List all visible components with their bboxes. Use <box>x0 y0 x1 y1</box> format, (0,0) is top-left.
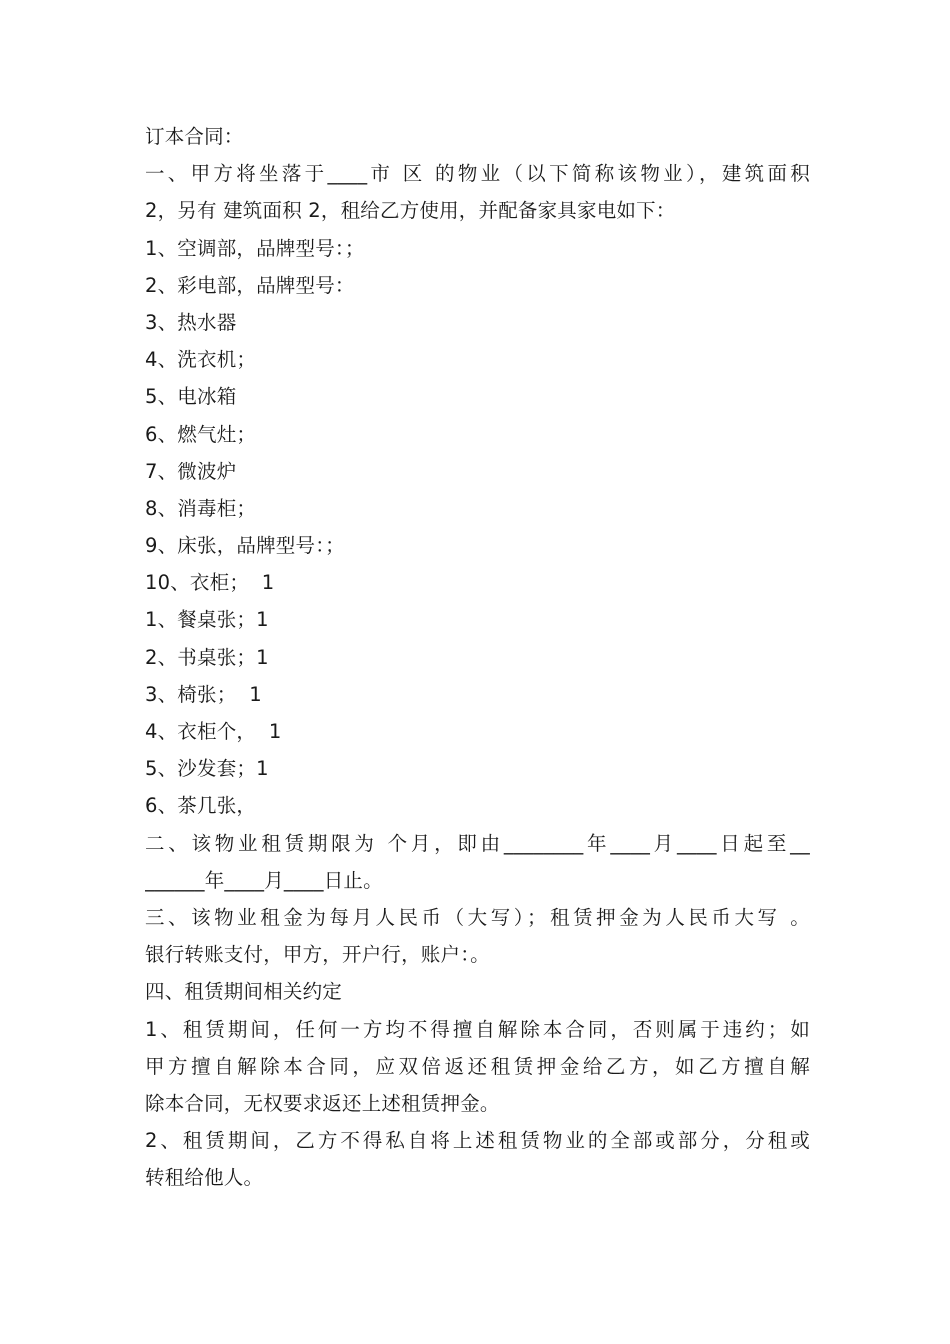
text-line: 2，另有 建筑面积 2，租给乙方使用，并配备家具家电如下： <box>145 199 676 223</box>
list-item: 6、燃气灶； <box>145 422 257 446</box>
text-line: 除本合同，无权要求返还上述租赁押金。 <box>145 1091 500 1115</box>
text-line: 1、租赁期间，任何一方均不得擅自解除本合同，否则属于违约；如 <box>145 1017 810 1041</box>
list-item: 1、空调部，品牌型号：； <box>145 236 365 260</box>
list-item: 2、彩电部，品牌型号： <box>145 273 355 297</box>
text-line: 2、租赁期间，乙方不得私自将上述租赁物业的全部或部分，分租或 <box>145 1129 810 1153</box>
text-line: 银行转账支付，甲方，开户行，账户：。 <box>145 943 490 967</box>
contract-body <box>145 118 810 1196</box>
list-item: 4、衣柜个， 1 <box>145 720 282 743</box>
list-item: 5、沙发套；1 <box>145 757 269 781</box>
text-line: 订本合同： <box>145 125 244 148</box>
list-item: 3、椅张； 1 <box>145 682 262 706</box>
text-line: 二、该物业租赁期限为 个月，即由________年____月____日起至__ <box>145 831 810 855</box>
list-item: 1、餐桌张；1 <box>145 608 269 632</box>
text-line: 甲方擅自解除本合同，应双倍返还租赁押金给乙方，如乙方擅自解 <box>145 1054 810 1078</box>
list-item: 10、衣柜； 1 <box>145 571 275 595</box>
section-heading: 四、租赁期间相关约定 <box>145 980 343 1004</box>
list-item: 8、消毒柜； <box>145 496 257 520</box>
list-item: 5、电冰箱 <box>145 385 237 409</box>
list-item: 3、热水器 <box>145 310 237 334</box>
text-line: 一、甲方将坐落于____市 区 的物业（以下简称该物业），建筑面积 <box>145 162 810 186</box>
list-item: 6、茶几张， <box>145 794 257 818</box>
text-line: ______年____月____日止。 <box>145 868 383 892</box>
list-item: 2、书桌张；1 <box>145 645 269 669</box>
text-line: 转租给他人。 <box>145 1166 264 1190</box>
list-item: 4、洗衣机； <box>145 348 257 372</box>
list-item: 7、微波炉 <box>145 459 237 483</box>
list-item: 9、床张，品牌型号：； <box>145 534 345 558</box>
text-line: 三、该物业租金为每月人民币（大写）；租赁押金为人民币大写 。 <box>145 905 810 929</box>
